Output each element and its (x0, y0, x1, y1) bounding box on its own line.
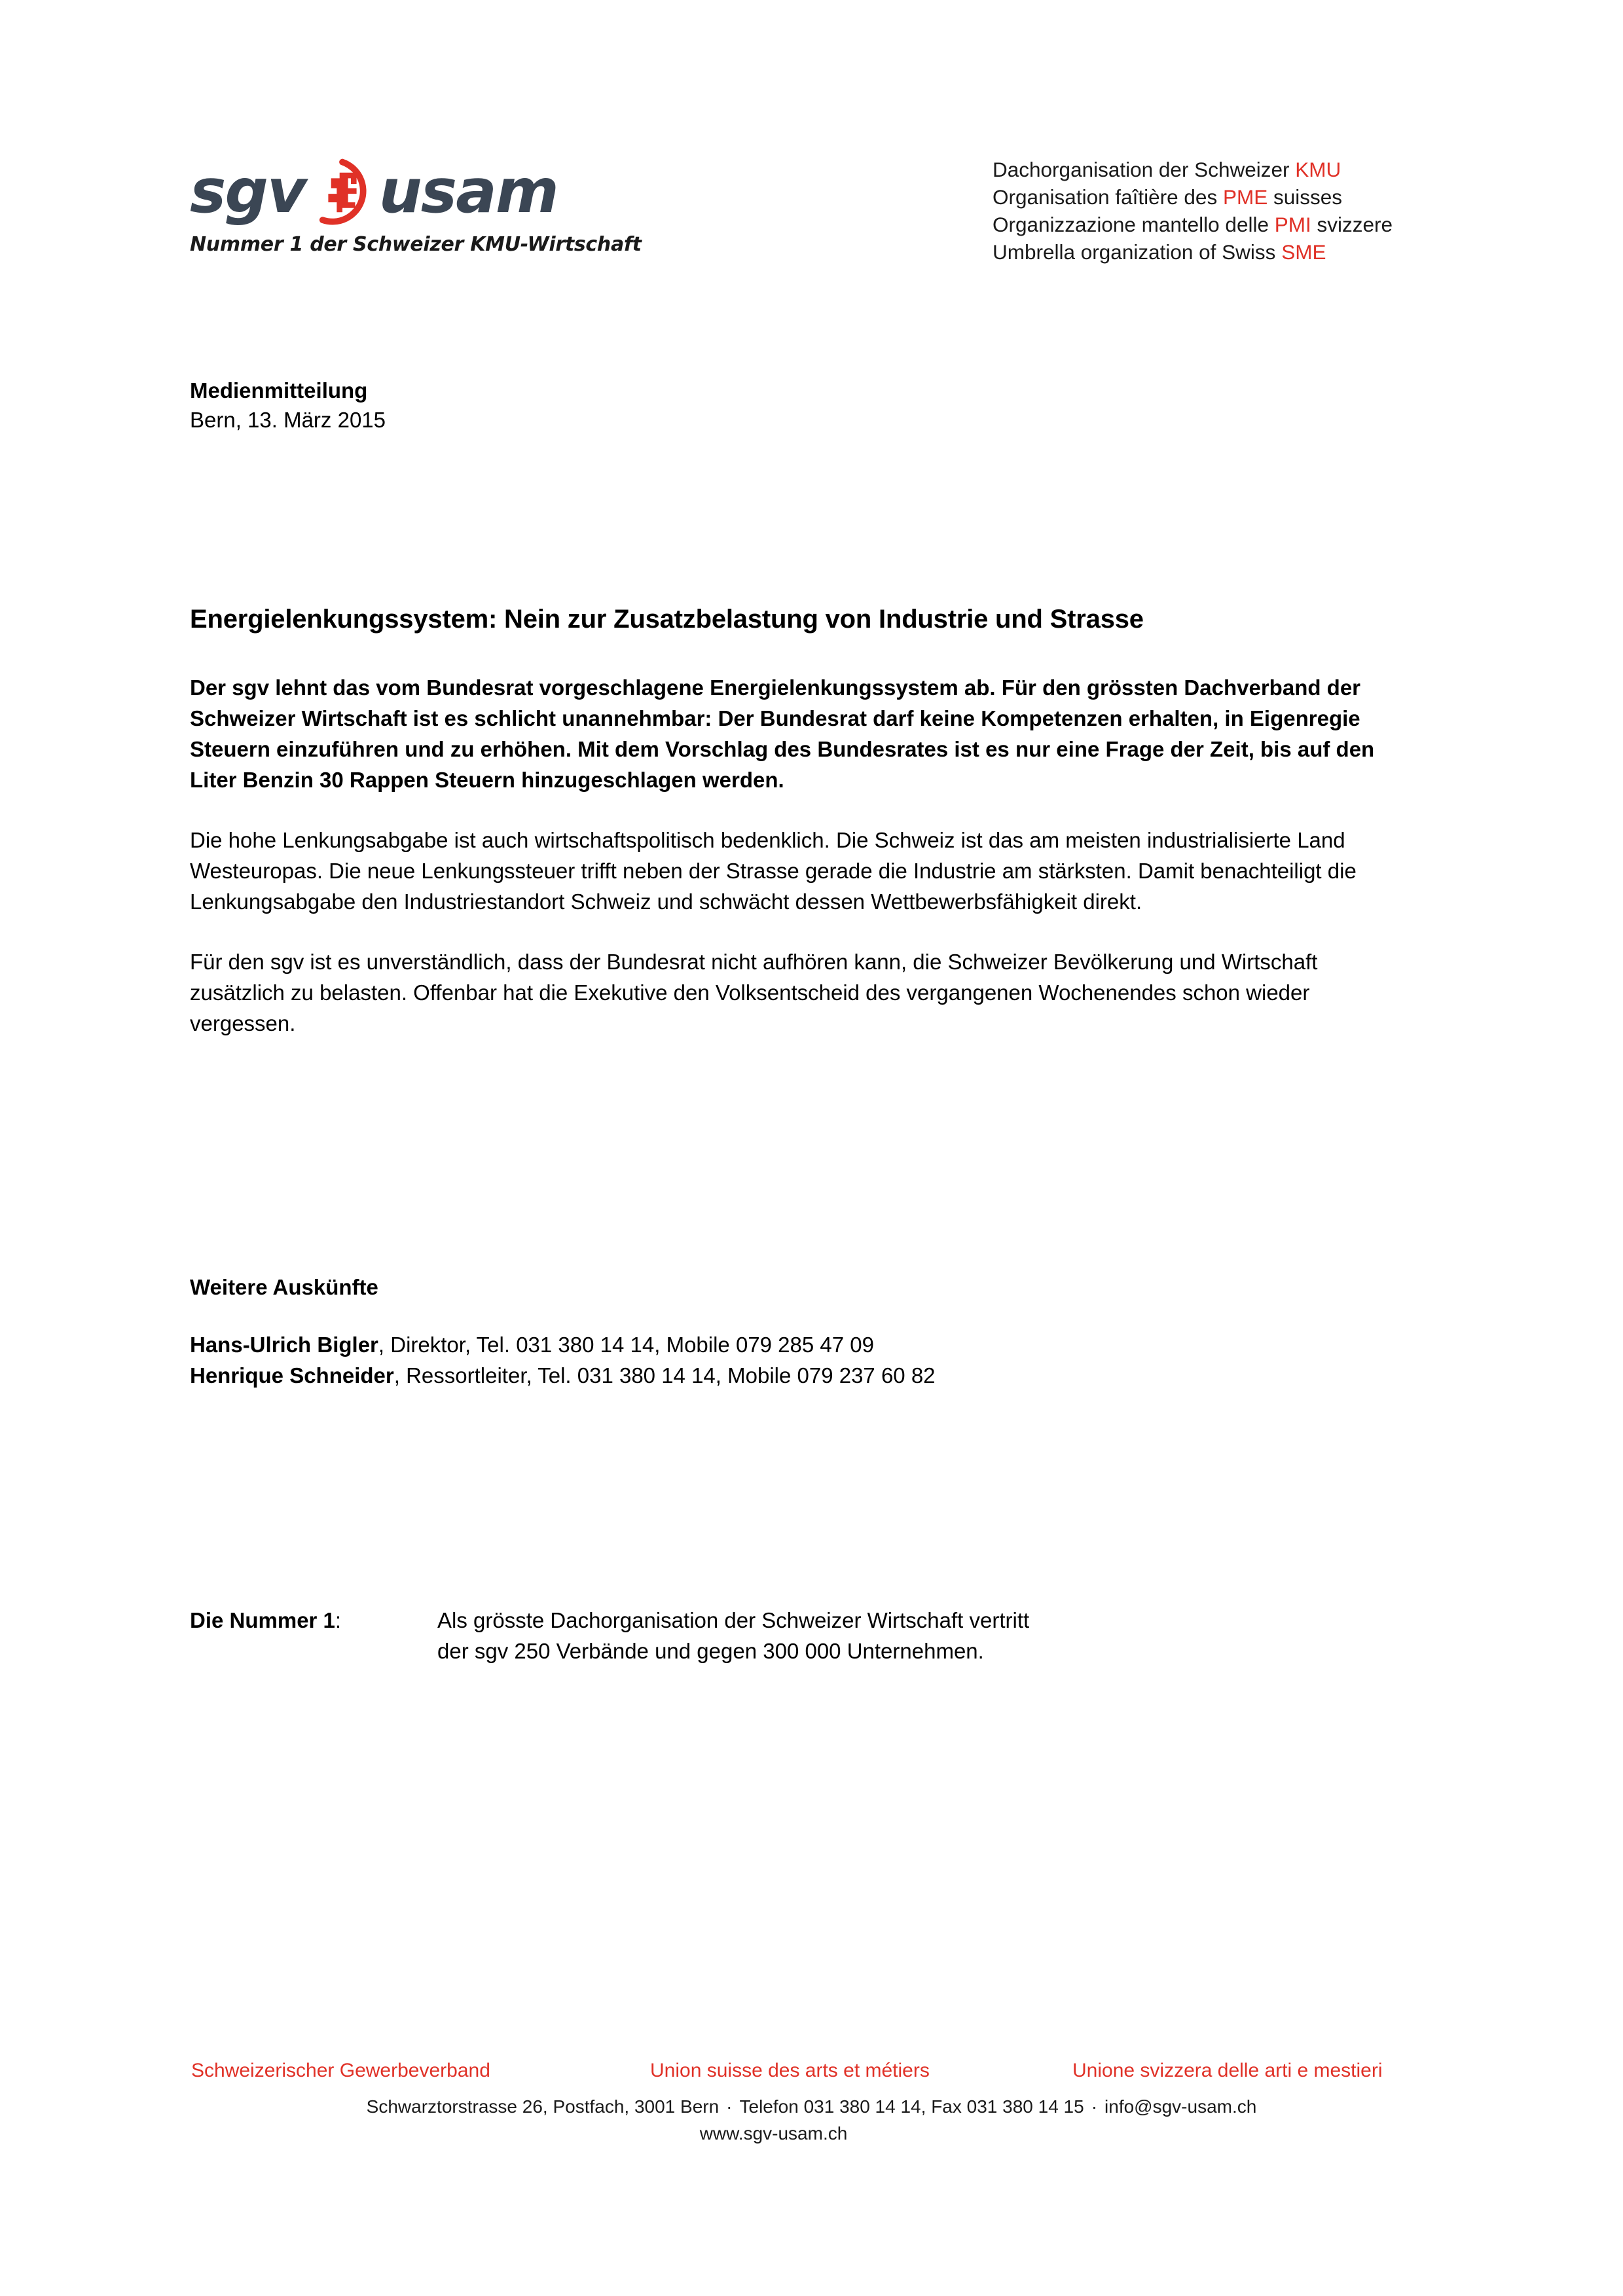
sgv-circle-emblem-icon (307, 157, 378, 228)
contact-person-1 (190, 1329, 1398, 1360)
org-line-fr (993, 183, 1393, 211)
org-line-en-accent: SME (1281, 240, 1326, 264)
footer-email[interactable]: info@sgv-usam.ch (1104, 2096, 1257, 2117)
about-description-line-2: der sgv 250 Verbände und gegen 300 000 Unternehmen. (437, 1639, 984, 1663)
page-title: Energielenkungssystem: Nein zur Zusatzbelastung von Industrie und Strasse (190, 605, 1144, 634)
footer-phone: Telefon 031 380 14 14, Fax 031 380 14 15 (739, 2096, 1084, 2117)
org-line-de-accent: KMU (1295, 158, 1341, 181)
about-description-line-1: Als grösste Dachorganisation der Schweizer Wirtschaft vertritt (437, 1608, 1030, 1632)
about-label-colon: : (335, 1608, 342, 1632)
footer-org-de: Schweizerischer Gewerbeverband (191, 2060, 490, 2081)
article-paragraph-2: Für den sgv ist es unverständlich, dass der Bundesrat nicht aufhören kann, die Schweizer Bevölkerung und Wirtschaft zusätzlich zu belasten. Offenbar hat die Exekutive den Volksentscheid des vergangenen Wochenendes schon wieder vergessen. (190, 950, 1318, 1035)
org-language-lines (993, 156, 1393, 266)
contact-person-2-details: , Ressortleiter, Tel. 031 380 14 14, Mobile 079 237 60 82 (393, 1363, 936, 1388)
org-line-it-after: svizzere (1311, 213, 1393, 236)
org-line-de-before: Dachorganisation der Schweizer (993, 158, 1296, 181)
footer-org-fr: Union suisse des arts et métiers (650, 2060, 930, 2081)
release-dateline: Bern, 13. März 2015 (190, 408, 386, 432)
logo-word-usam: usam (378, 155, 558, 226)
footer-org-names (0, 2054, 1623, 2088)
about-label (190, 1605, 437, 1636)
org-line-fr-before: Organisation faîtière des (993, 185, 1223, 209)
article-paragraph-1: Die hohe Lenkungsabgabe ist auch wirtschaftspolitisch bedenklich. Die Schweiz ist das am meisten industrialisierte Land Westeuropas. Die neue Lenkungssteuer trifft neben der Strasse gerade die Industrie am stärksten. Damit benachteiligt die Lenkungsabgabe den Industriestandort Schweiz und schwächt dessen Wettbewerbsfähigkeit direkt. (190, 828, 1357, 914)
contact-person-2-name: Henrique Schneider (190, 1363, 394, 1388)
org-line-de (993, 156, 1393, 183)
contact-section-title: Weitere Auskünfte (190, 1275, 378, 1299)
footer-address: Schwarztorstrasse 26, Postfach, 3001 Bern (366, 2096, 720, 2117)
footer-contact-line (0, 2093, 1623, 2121)
org-line-it-before: Organizzazione mantello delle (993, 213, 1275, 236)
contact-person-2 (190, 1360, 1398, 1391)
about-organization-block (190, 1605, 1434, 1666)
article-body (190, 602, 1398, 1039)
footer-separator-2: · (1091, 2096, 1098, 2117)
org-line-it (993, 211, 1393, 238)
release-type-label: Medienmitteilung (190, 378, 368, 403)
logo-word-sgv: sgv (190, 155, 306, 226)
footer-org-it: Unione svizzera delle arti e mestieri (1072, 2060, 1383, 2081)
contact-person-1-name: Hans-Ulrich Bigler (190, 1333, 378, 1357)
org-line-fr-after: suisses (1267, 185, 1343, 209)
release-meta (190, 376, 386, 435)
about-label-bold: Die Nummer 1 (190, 1608, 335, 1632)
org-line-fr-accent: PME (1222, 185, 1268, 209)
logo-tagline: Nummer 1 der Schweizer KMU-Wirtschaft (190, 233, 642, 256)
contact-section (190, 1272, 1398, 1391)
sgv-usam-logo (190, 155, 642, 256)
org-line-it-accent: PMI (1274, 213, 1311, 236)
article-lead-paragraph: Der sgv lehnt das vom Bundesrat vorgeschlagene Energielenkungssystem ab. Für den grössten Dachverband der Schweizer Wirtschaft ist es schlicht unannehmbar: Der Bundesrat darf keine Kompetenzen erhalten, in Eigenregie Steuern einzuführen und zu erhöhen. Mit dem Vorschlag des Bundesrates ist es nur eine Frage der Zeit, bis auf den Liter Benzin 30 Rappen Steuern hinzugeschlagen werden. (190, 675, 1375, 792)
logo-wordmark (190, 156, 556, 226)
document-header (0, 0, 1623, 288)
org-line-en (993, 238, 1393, 266)
org-line-en-before: Umbrella organization of Swiss (993, 240, 1282, 264)
about-description (437, 1605, 1029, 1666)
footer-separator-1: · (726, 2096, 733, 2117)
contact-person-1-details: , Direktor, Tel. 031 380 14 14, Mobile 079 285 47 09 (378, 1333, 874, 1357)
document-footer (0, 2054, 1623, 2147)
footer-website[interactable]: www.sgv-usam.ch (699, 2123, 848, 2144)
